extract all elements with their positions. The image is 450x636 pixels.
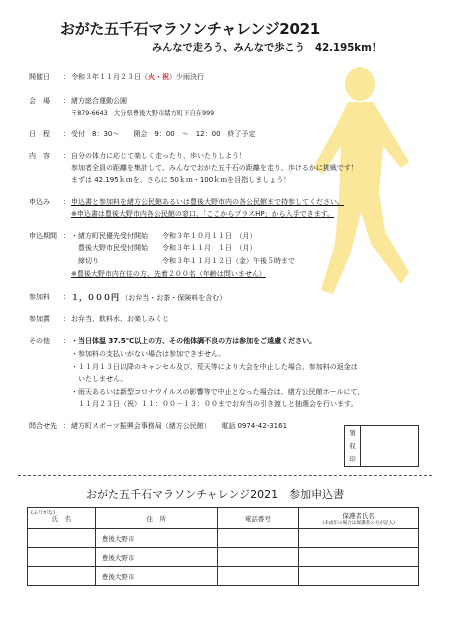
other-line: ・雨天あるいは新型コロナウイルスの影響等で中止となった場合は、緒方公民館ホールにて、 [71,388,365,396]
page-subtitle: みんなで走ろう、みんなで歩こう 42.195km！ [152,43,382,54]
other-line: ・参加料の支払いがない場合は参加できません。 [71,350,226,358]
guardian-cell[interactable] [299,529,419,548]
content-label: 内 容 [29,152,50,160]
schedule-label: 日 程 [29,130,50,138]
receipt-stamp-box [344,425,419,467]
prize-text: お弁当、飲料水、お楽しみくじ [71,315,169,323]
other-line: ・１１月１３日以降のキャンセル及び、荒天等により大会を中止した場合、参加料の返金は [71,363,358,371]
form-header-row [28,508,419,529]
address-cell[interactable]: 豊後大野市 [95,567,217,586]
phone-cell[interactable] [217,567,299,586]
period-line: 締切り 令和３年１１月１２日（金）午後５時まで [71,257,295,265]
cut-line [18,475,432,476]
period-note: ※豊後大野市内在住の方、先着２００名（年齢は問いません） [71,270,266,278]
receipt-stamp-text: 領 収 印 [349,429,356,463]
other-line: １１月２３日（祝）１１：００－１３：００までお弁当の引き渡しと抽選会を行います。 [71,400,358,408]
fee-amount: １，０００円 [71,293,119,302]
venue-name: 緒方総合運動公園 [71,97,127,105]
address-cell[interactable]: 豊後大野市 [95,529,217,548]
form-row [28,529,419,548]
venue-label: 会 場 [29,97,50,105]
guardian-column-note: (未成年の場合は保護者の方が記入) [322,520,395,526]
period-line: ・緒方町民優先受付開始 令和３年１０月１１日 （月） [71,232,257,240]
event-date-suffix: ）少雨決行 [169,73,204,81]
schedule-text: 受付 8：30～ 開会 9：00 ～ 12：00 終了予定 [71,130,256,138]
apply-label: 申込み [29,198,50,206]
guardian-column-header [299,508,419,529]
page-title: おがた五千石マラソンチャレンジ2021 [60,20,320,38]
name-column-label: 氏 名 [51,514,72,523]
name-cell[interactable] [28,529,96,548]
event-date-weekday: 火・祝 [148,73,169,81]
contact-text: 緒方町スポーツ振興会事務局（緒方公民館） 電話 0974-42-3161 [71,422,288,430]
form-row [28,548,419,567]
other-line: ・当日体温 37.5℃以上の方、その他体調不良の方は参加をご遠慮ください。 [71,337,317,345]
flyer-page: おがた五千石マラソンチャレンジ2021 みんなで走ろう、みんなで歩こう 42.195km！ 開催日 ： 令和３年１１月２３日（火・祝）少雨決行 会 場 ： 緒方総合運動公園 〒879-6643 大分県豊後大野市緒方町下自在999 日 程 ： 受付 8：30～ 開会 9：00 ～ 12：00 終了予定 内 容 ： 自分の体力に応じて楽しく走ったり、歩いたりしよう！ 参加者全員の距離を集計して、みんなでおがた五千石の距離を走り、歩けるかに挑戦です！ まずは 42.195ｋｍを、さらに 50ｋｍ・100ｋｍを目指しましょう！ 申込み ： 申込書と参加料を緒方公民館あるいは豊後大野市内の各公民館まで持参してください。 ※申込書は豊後大野市内各公民館の窓口、「ここからプラスHP」から入手できます。 申込期間 ： ・緒方町民優先受付開始 令和３年１０月１１日 （月） 豊後大野市民受付開始 令和３年１１月 １日 （月） 締切り 令和３年１１月１２日（金）午後５時まで ※豊後大野市内在住の方、先着２００名（年齢は問いません） 参加料 ： １，０００円 （お弁当・お茶・保険料を含む） 参加賞 ： お弁当、飲料水、お楽しみくじ その他 ： ・当日体温 37.5℃以上の方、その他体調不良の方は参加をご遠慮ください。 ・参加料の支払いがない場合は参加できません。 ・１１月１３日以降のキャンセル及び、荒天等により大会を中止した場合、参加料の返金は いたしません。 ・雨天あるいは新型コロナウイルスの影響等で中止となった場合は、緒方公民館ホールにて、 １１月２３日（祝）１１：００－１３：００までお弁当の引き渡しと抽選会を行います。 問合せ先 ： 緒方町スポーツ振興会事務局（緒方公民館） 電話 0974-42-3161 領 収 印 おがた五千石マラソンチャレンジ2021 参加申込書 (ふりがな) 氏 名 住 所 電話番号 保護者氏名 (未成年の場合は保護者の方が記入) 豊後大野市 豊後大野市 豊後大野市 [0,0,450,636]
content-line: 自分の体力に応じて楽しく走ったり、歩いたりしよう！ [71,152,246,160]
venue-address: 〒879-6643 大分県豊後大野市緒方町下自在999 [71,110,215,117]
name-column-header [28,508,96,529]
content-line: 参加者全員の距離を集計して、みんなでおがた五千石の距離を走り、歩けるかに挑戦です！ [71,164,358,172]
address-cell[interactable]: 豊後大野市 [95,548,217,567]
furigana-label: (ふりがな) [31,510,55,516]
apply-line: 申込書と参加料を緒方公民館あるいは豊後大野市内の各公民館まで持参してください。 [71,198,344,206]
guardian-cell[interactable] [299,548,419,567]
prize-label: 参加賞 [29,315,50,323]
application-form-table [27,507,419,586]
period-line: 豊後大野市民受付開始 令和３年１１月 １日 （月） [71,244,257,252]
apply-line: ※申込書は豊後大野市内各公民館の窓口、「ここからプラスHP」から入手できます。 [71,210,335,218]
other-line: いたしません。 [71,375,128,383]
fee-label: 参加料 [29,293,50,301]
name-cell[interactable] [28,567,96,586]
other-label: その他 [29,337,50,345]
receipt-stamp-label [345,426,361,466]
content-line: まずは 42.195ｋｍを、さらに 50ｋｍ・100ｋｍを目指しましょう！ [71,176,291,184]
guardian-column-label: 保護者氏名 [342,511,375,520]
form-title: おがた五千石マラソンチャレンジ2021 参加申込書 [86,488,345,501]
contact-label: 問合せ先 [29,422,57,430]
runner-illustration [305,62,415,302]
address-column-header: 住 所 [95,508,217,529]
period-label: 申込期間 [29,232,57,240]
guardian-cell[interactable] [299,567,419,586]
phone-cell[interactable] [217,548,299,567]
fee-note: （お弁当・お茶・保険料を含む） [121,294,227,302]
phone-column-header: 電話番号 [217,508,299,529]
name-cell[interactable] [28,548,96,567]
event-date-prefix: 令和３年１１月２３日（ [71,73,148,81]
phone-cell[interactable] [217,529,299,548]
event-date-label: 開催日 [29,73,50,81]
form-row [28,567,419,586]
